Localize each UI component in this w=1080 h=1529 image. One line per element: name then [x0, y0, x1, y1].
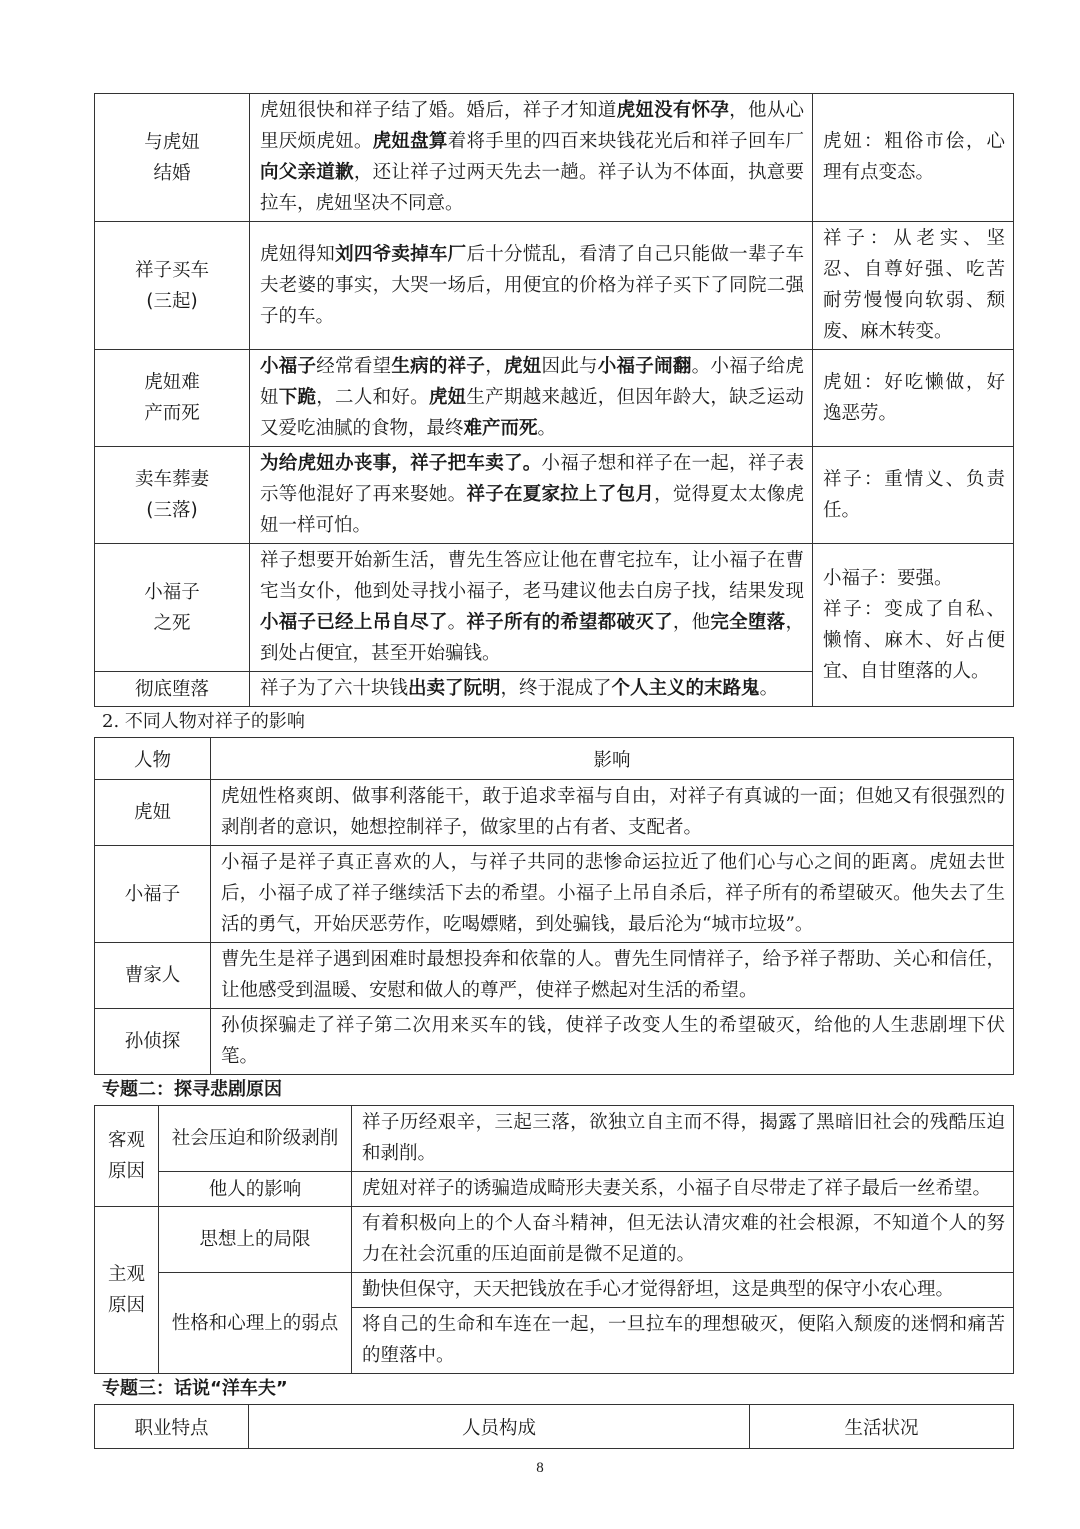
note-line: 小福子：要强。	[823, 567, 953, 589]
person-name: 孙侦探	[95, 1009, 211, 1075]
text-segment: 小福子想和祥子在一起，祥子表示等他混好了再来娶她。	[260, 453, 804, 505]
event-description	[250, 672, 813, 707]
event-description	[250, 350, 813, 447]
cause-text: 勤快但保守，天天把钱放在手心才觉得舒坦，这是典型的保守小农心理。	[352, 1273, 1014, 1308]
row-label-line: 之死	[153, 612, 191, 634]
bold-segment: 祥子所有的希望都破灭了	[466, 612, 673, 633]
influence-row	[95, 1009, 1014, 1075]
bold-segment: 小福子	[260, 356, 317, 377]
text-segment: ，他	[672, 612, 711, 633]
character-note	[813, 222, 1014, 350]
text-segment: ，二人和好。	[316, 387, 429, 408]
influence-table	[94, 737, 1014, 1075]
col-composition: 人员构成	[249, 1405, 750, 1449]
cause-factor: 他人的影响	[159, 1172, 352, 1207]
row-label-line: (三落)	[146, 500, 198, 521]
event-label	[95, 94, 250, 222]
row-label-line: 祥子买车	[134, 259, 209, 281]
character-note	[813, 544, 1014, 707]
row-label-line: 原因	[107, 1161, 145, 1182]
note-line: 祥子：变成了自私、懒惰、麻木、好占便宜、自甘堕落的人。	[823, 598, 1005, 682]
bold-segment: 虎妞没有怀孕	[616, 100, 730, 121]
text-segment: 祥子：从老实、坚忍、自尊好强、吃苦耐劳慢慢向软弱、颓废、麻木转变。	[823, 228, 1005, 342]
event-label	[95, 222, 250, 350]
col-influence-header: 影响	[211, 738, 1014, 780]
influence-text: 曹先生是祥子遇到困难时最想投奔和依靠的人。曹先生同情祥子，给予祥子帮助、关心和信任，让他感受到温暖、安慰和做人的尊严，使祥子燃起对生活的希望。	[211, 943, 1014, 1009]
influence-row	[95, 943, 1014, 1009]
topic3-title: 专题三：话说“洋车夫”	[102, 1378, 288, 1399]
text-segment: 祥子：重情义、负责任。	[823, 468, 1005, 521]
text-segment: 。	[447, 612, 467, 633]
cause-text: 祥子历经艰辛，三起三落，欲独立自主而不得，揭露了黑暗旧社会的残酷压迫和剥削。	[352, 1106, 1014, 1172]
row-label-line: 卖车葬妻	[134, 469, 209, 490]
cause-text: 虎妞对祥子的诱骗造成畸形夫妻关系，小福子自尽带走了祥子最后一丝希望。	[352, 1172, 1014, 1207]
bold-segment: 虎妞	[428, 387, 467, 408]
plot-row	[95, 222, 1014, 350]
text-segment: 。	[759, 678, 779, 699]
character-note	[813, 447, 1014, 544]
bold-segment: 向父亲道歉	[260, 162, 354, 183]
bold-segment: 虎妞	[503, 356, 542, 377]
plot-row	[95, 350, 1014, 447]
influence-text: 虎妞性格爽朗、做事利落能干，敢于追求幸福与自由，对祥子有真诚的一面；但她又有很强烈的剥削者的意识，她想控制祥子，做家里的占有者、支配者。	[211, 780, 1014, 846]
plot-row	[95, 544, 1014, 672]
person-name: 小福子	[95, 846, 211, 943]
page-number: 8	[536, 1460, 544, 1476]
influence-text: 孙侦探骗走了祥子第二次用来买车的钱，使祥子改变人生的希望破灭，给他的人生悲剧埋下伏笔。	[211, 1009, 1014, 1075]
row-label-line: 彻底堕落	[134, 678, 209, 700]
cause-factor: 社会压迫和阶级剥削	[159, 1106, 352, 1172]
bold-segment: 难产而死	[463, 418, 538, 439]
event-label	[95, 447, 250, 544]
text-segment: 祥子想要开始新生活，曹先生答应让他在曹宅拉车，让小福子在曹宅当女仆，他到处寻找小福子，老马建议他去白房子找，结果发现	[260, 550, 804, 602]
cause-text: 将自己的生命和车连在一起，一旦拉车的理想破灭，便陷入颓废的迷惘和痛苦的堕落中。	[352, 1308, 1014, 1374]
bold-segment: 下跪	[278, 387, 317, 408]
cause-row	[95, 1106, 1014, 1172]
row-label-line: 与虎妞	[144, 131, 200, 153]
causes-table	[94, 1105, 1014, 1374]
bold-segment: 刘四爷卖掉车厂	[335, 243, 467, 265]
topic2-title: 专题二：探寻悲剧原因	[102, 1079, 282, 1100]
text-segment: 祥子为了六十块钱	[260, 678, 409, 699]
text-segment: 。小福子给虎妞	[260, 356, 804, 408]
row-label-line: (三起)	[146, 290, 198, 312]
event-description	[250, 544, 813, 672]
cause-text: 有着积极向上的个人奋斗精神，但无法认清灾难的社会根源，不知道个人的努力在社会沉重的压迫面前是微不足道的。	[352, 1207, 1014, 1273]
text-segment: 着将手里的四百来块钱花光后和祥子回车厂	[447, 131, 804, 152]
bold-segment: 小福子已经上吊自尽了	[260, 612, 448, 633]
row-label-line: 小福子	[144, 581, 200, 603]
bold-segment: 个人主义的末路鬼	[611, 678, 760, 699]
cause-row	[95, 1172, 1014, 1207]
event-description	[250, 94, 813, 222]
text-segment: 虎妞：好吃懒做，好逸恶劳。	[823, 371, 1005, 424]
row-label-line: 虎妞难	[144, 372, 200, 393]
text-segment: 生产期越来越近，但因年龄大，缺乏运动又爱吃油腻的食物，最终	[260, 387, 804, 439]
cause-row	[95, 1273, 1014, 1308]
influence-row	[95, 780, 1014, 846]
col-living: 生活状况	[750, 1405, 1014, 1449]
bold-segment: 虎妞盘算	[372, 131, 448, 152]
bold-segment: 祥子在夏家拉上了包月	[466, 484, 655, 505]
col-job-traits: 职业特点	[95, 1405, 249, 1449]
row-label-line: 产而死	[144, 403, 200, 424]
text-segment: 。	[537, 418, 557, 439]
col-person-header: 人物	[95, 738, 211, 780]
plot-row	[95, 94, 1014, 222]
text-segment: 虎妞很快和祥子结了婚。婚后，祥子才知道	[260, 100, 617, 121]
text-segment: ，还让祥子过两天先去一趟。祥子认为不体面，执意要拉车，虎妞坚决不同意。	[260, 162, 804, 214]
bold-segment: 为给虎妞办丧事，祥子把车卖了。	[260, 453, 542, 474]
row-label-line: 客观	[107, 1130, 145, 1151]
bold-segment: 小福子闹翻	[597, 356, 692, 377]
row-label-line: 结婚	[153, 162, 191, 184]
bold-segment: 生病的祥子	[391, 356, 486, 377]
event-label	[95, 672, 250, 707]
event-label	[95, 544, 250, 672]
text-segment: 虎妞得知	[260, 243, 336, 265]
event-label	[95, 350, 250, 447]
text-segment: 后十分慌乱，看清了自己只能做一辈子车夫老婆的事实，大哭一场后，用便宜的价格为祥子买下了同院二强子的车。	[260, 243, 804, 327]
cause-category	[95, 1106, 159, 1207]
rickshaw-table	[94, 1404, 1014, 1449]
row-label-line: 主观	[107, 1264, 145, 1285]
person-name: 曹家人	[95, 943, 211, 1009]
person-name: 虎妞	[95, 780, 211, 846]
text-segment: 虎妞：粗俗市侩，心理有点变态。	[823, 131, 1005, 183]
text-segment: ，他从心里厌烦虎妞。	[260, 100, 804, 152]
text-segment: ，	[485, 356, 504, 377]
cause-category	[95, 1207, 159, 1374]
influence-text: 小福子是祥子真正喜欢的人，与祥子共同的悲惨命运拉近了他们心与心之间的距离。虎妞去世后，小福子成了祥子继续活下去的希望。小福子上吊自杀后，祥子所有的希望破灭。他失去了生活的勇气，开始厌恶劳作，吃喝嫖赌，到处骗钱，最后沦为“城市垃圾”。	[211, 846, 1014, 943]
text-segment: 经常看望	[316, 356, 392, 377]
cause-factor: 思想上的局限	[159, 1207, 352, 1273]
character-note	[813, 350, 1014, 447]
influence-row	[95, 846, 1014, 943]
plot-table	[94, 93, 1014, 707]
bold-segment: 出卖了阮明	[408, 678, 501, 699]
event-description	[250, 447, 813, 544]
plot-row	[95, 447, 1014, 544]
row-label-line: 原因	[107, 1295, 145, 1316]
page-content	[94, 93, 1013, 1449]
text-segment: ，觉得夏太太像虎妞一样可怕。	[260, 484, 804, 536]
character-note	[813, 94, 1014, 222]
cause-factor: 性格和心理上的弱点	[159, 1273, 352, 1374]
section2-title: 2. 不同人物对祥子的影响	[102, 711, 305, 732]
event-description	[250, 222, 813, 350]
bold-segment: 完全堕落	[710, 612, 786, 633]
cause-row	[95, 1207, 1014, 1273]
text-segment: 因此与	[541, 356, 598, 377]
text-segment: ，终于混成了	[500, 678, 612, 699]
text-segment: ，到处占便宜，甚至开始骗钱。	[260, 612, 804, 664]
